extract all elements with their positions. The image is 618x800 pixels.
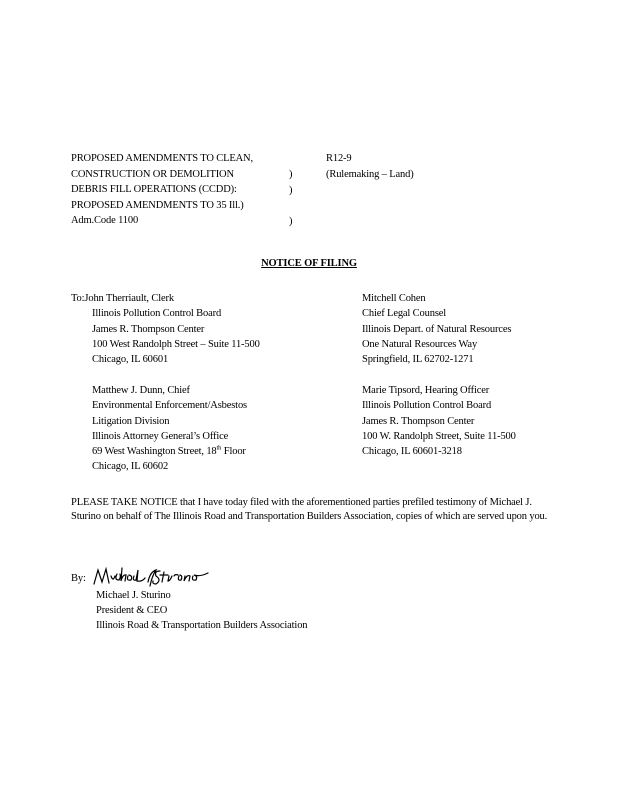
street-address: 69 West Washington Street, 18 (92, 446, 217, 458)
recipient-line: Matthew J. Dunn, Chief (92, 385, 190, 396)
recipient-line: 100 West Randolph Street – Suite 11-500 (92, 338, 260, 350)
recipient-line: Chicago, IL 60602 (92, 461, 169, 473)
recipient-clerk (71, 292, 260, 368)
ordinal-suffix: th (216, 444, 222, 452)
caption-line: DEBRIS FILL OPERATIONS (CCDD): (71, 184, 237, 195)
to-label: To: (71, 293, 85, 304)
signer-organization: Illinois Road & Transportation Builders Association (96, 619, 308, 631)
caption-paren: ) (289, 184, 293, 196)
recipient-line: One Natural Resources Way (362, 338, 478, 350)
recipient-line: Mitchell Cohen (362, 293, 426, 304)
recipient-name: John Therriault, Clerk (84, 293, 174, 304)
recipient-line: Environmental Enforcement/Asbestos (92, 400, 247, 412)
signer-name: Michael J. Sturino (96, 590, 171, 601)
caption-paren: ) (289, 169, 293, 180)
caption-line: CONSTRUCTION OR DEMOLITION (71, 168, 234, 180)
recipient-line: Illinois Pollution Control Board (92, 308, 222, 320)
handwritten-signature (90, 562, 220, 592)
recipient-line: Chicago, IL 60601 (92, 354, 169, 366)
signer-block (96, 589, 307, 633)
recipient-line: Springfield, IL 62702-1271 (362, 354, 474, 366)
docket-type: (Rulemaking – Land) (326, 168, 414, 180)
caption-line: Adm.Code 1100 (71, 215, 139, 226)
recipient-dunn (92, 384, 247, 476)
recipient-line: Illinois Pollution Control Board (362, 400, 492, 412)
signer-title: President & CEO (96, 604, 168, 616)
notice-lead: PLEASE TAKE NOTICE (71, 497, 178, 508)
docket-number: R12-9 (326, 153, 352, 164)
recipient-line: James R. Thompson Center (362, 415, 475, 427)
notice-title: NOTICE OF FILING (261, 258, 357, 269)
recipient-tipsord (362, 384, 516, 460)
caption-parens (289, 168, 292, 230)
recipient-line (71, 292, 260, 307)
caption-line: PROPOSED AMENDMENTS TO CLEAN, (71, 153, 253, 164)
caption-paren: ) (289, 215, 293, 227)
recipient-line (92, 445, 247, 460)
by-label: By: (71, 573, 86, 584)
case-caption (71, 152, 253, 230)
caption-line: PROPOSED AMENDMENTS TO 35 Ill.) (71, 199, 244, 211)
notice-body (71, 496, 551, 524)
recipient-line: Illinois Attorney General’s Office (92, 430, 229, 442)
recipient-line: Illinois Depart. of Natural Resources (362, 323, 512, 335)
recipient-line: Marie Tipsord, Hearing Officer (362, 385, 490, 396)
caption-paren (289, 199, 292, 215)
notice-text: that I have today filed with the aforementioned parties prefiled testimony of Michael J. Sturino on behalf of The Illinois Road and Transportation Builders Association, copies of which are served upon you. (71, 497, 548, 522)
recipient-line: Chicago, IL 60601-3218 (362, 446, 462, 458)
recipient-line: Chief Legal Counsel (362, 308, 447, 320)
recipient-cohen (362, 292, 511, 368)
recipient-line: Litigation Division (92, 415, 170, 427)
docket-info (326, 152, 414, 183)
recipient-line: 100 W. Randolph Street, Suite 11-500 (362, 430, 516, 442)
floor-label: Floor (221, 446, 246, 458)
recipient-line: James R. Thompson Center (92, 323, 205, 335)
